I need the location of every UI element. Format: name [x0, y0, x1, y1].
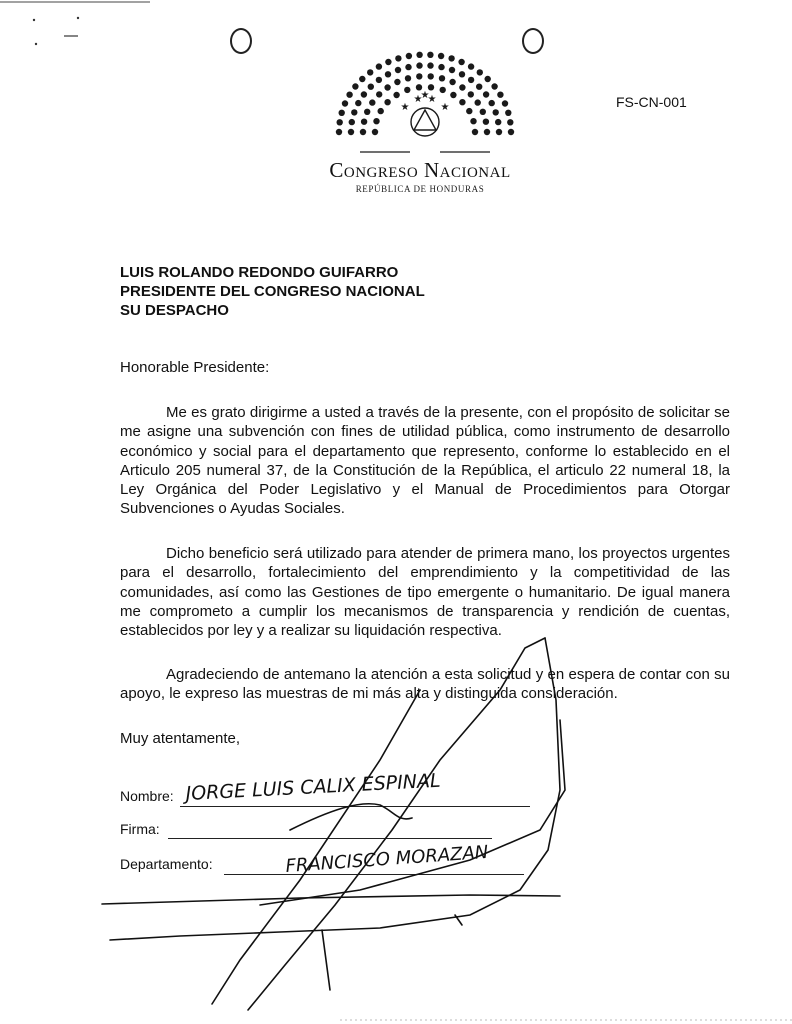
- signature-scribble: [102, 638, 565, 1010]
- recipient-title: PRESIDENTE DEL CONGRESO NACIONAL: [120, 283, 425, 300]
- recipient-name: LUIS ROLANDO REDONDO GUIFARRO: [120, 264, 399, 281]
- body-paragraph: Dicho beneficio será utilizado para atender de primera mano, los proyectos urgentes para el desarrollo, fortalecimiento del emprendimiento y la competitividad de las comunidades, así como las Gestiones de tipo emergente o humanitario. De igual manera me comprometo a cumplir los mecanismos de transparencia y rendición de cuentas, establecidos por ley y a realizar su liquidación respectiva.: [120, 545, 730, 640]
- handwritten-name: JORGE LUIS CALIX ESPINAL: [185, 769, 442, 805]
- org-name: Congreso Nacional: [329, 158, 511, 182]
- name-field-label: Nombre:: [120, 788, 174, 804]
- signature-field-label: Firma:: [120, 821, 160, 837]
- svg-text:★: ★: [440, 102, 450, 113]
- closing: Muy atentamente,: [120, 730, 241, 747]
- department-field-label: Departamento:: [120, 856, 213, 872]
- salutation: Honorable Presidente:: [120, 359, 270, 376]
- form-code: FS-CN-001: [616, 94, 687, 110]
- svg-text:★: ★: [420, 90, 430, 101]
- handwritten-department: FRANCISCO MORAZAN: [284, 841, 489, 877]
- svg-text:★: ★: [427, 94, 437, 105]
- svg-text:★: ★: [413, 94, 423, 105]
- svg-text:★: ★: [400, 102, 410, 113]
- org-subtitle: REPÚBLICA DE HONDURAS: [355, 184, 485, 194]
- body-paragraph: Me es grato dirigirme a usted a través de la presente, con el propósito de solicitar se me asigne una subvención con fines de utilidad pública, como instrumento de desarrollo económico y social para el departamento que represento, conforme lo establecido en el Articulo 205 numeral 37, de la Constitución de la República, el articulo 22 numeral 18, la Ley Orgánica del Poder Legislativo y el Manual de Procedimientos para Otorgar Subvenciones o Ayudas Sociales.: [120, 404, 730, 518]
- body-paragraph: Agradeciendo de antemano la atención a esta solicitud y en espera de contar con su apoyo, le expreso las muestras de mi más alta y distinguida consideración.: [120, 666, 730, 703]
- recipient-office: SU DESPACHO: [120, 302, 229, 319]
